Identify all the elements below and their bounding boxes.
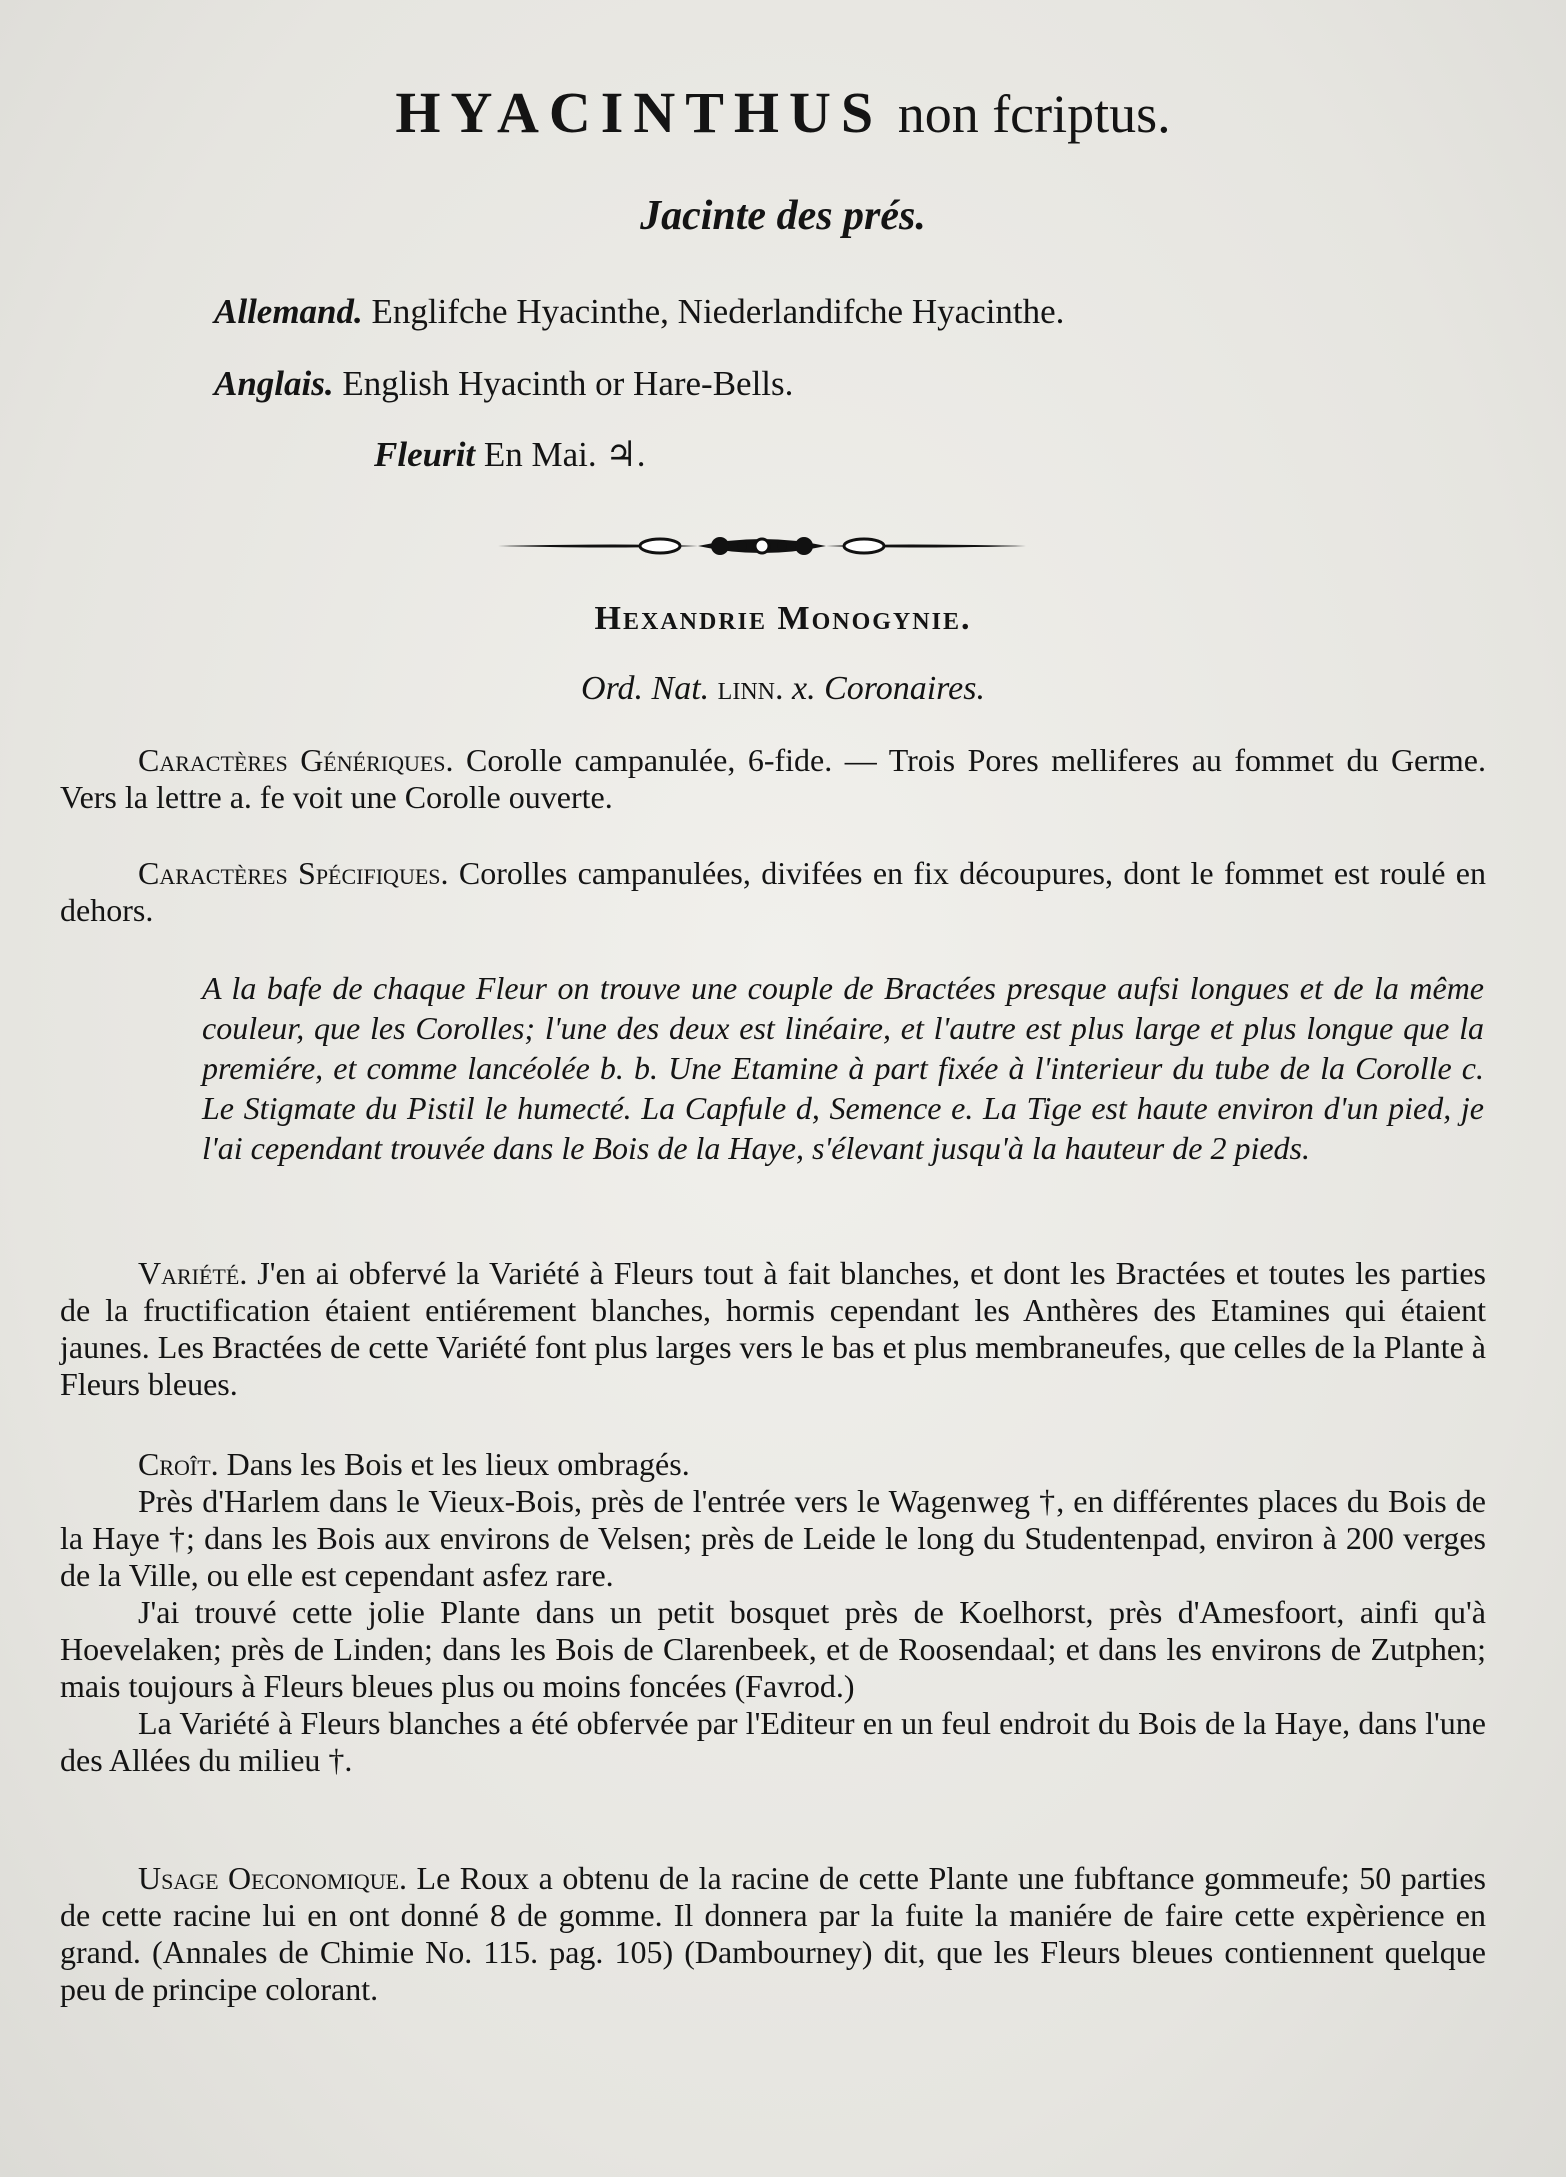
generic-characters [60, 742, 1486, 816]
title-genus: HYACINTHUS [395, 80, 884, 145]
name-english-text: English Hyacinth or Hare-Bells. [342, 364, 794, 403]
usage-label: Usage Oeconomique. [138, 1860, 408, 1896]
variety-label: Variété. [138, 1255, 248, 1291]
variety-paragraph [60, 1255, 1486, 1403]
order-rest: x. Coronaires. [792, 670, 985, 707]
name-german-label: Allemand. [214, 292, 363, 331]
flowering-time [374, 435, 646, 475]
habitat-intro [60, 1446, 1486, 1483]
title-species: non fcriptus. [897, 84, 1171, 144]
specific-label: Caractères Spécifiques. [138, 855, 449, 891]
name-german [214, 292, 1064, 332]
description-paragraph: A la bafe de chaque Fleur on trouve une couple de Bractées presque aufsi longues et de la même couleur, que les Corolles; l'une des deux est linéaire, et l'autre est plus large et plus longue que la premiére, et comme lancéolée b. b. Une Etamine à part fixée à l'interieur du tube de la Corolle c. Le Stigmate du Pistil le humecté. La Capfule d, Semence e. La Tige est haute environ d'un pied, je l'ai cependant trouvée dans le Bois de la Haye, s'élevant jusqu'à la hauteur de 2 pieds. [202, 970, 1484, 1166]
flowering-label: Fleurit [374, 435, 476, 474]
habitat-paragraph-1: Près d'Harlem dans le Vieux-Bois, près de l'entrée vers le Wagenweg †, en différentes places du Bois de la Haye †; dans les Bois aux environs de Velsen; près de Leide le long du Studentenpad, environ à 200 verges de la Ville, ou elle est cependant asfez rare. [60, 1483, 1486, 1593]
name-english [214, 364, 793, 404]
generic-label: Caractères Génériques. [138, 742, 454, 778]
usage-text: Le Roux a obtenu de la racine de cette Plante une fubftance gommeufe; 50 parties de cette racine lui en ont donné 8 de gomme. Il donnera par la fuite la maniére de faire cette expèrience en grand. (Annales de Chimie No. 115. pag. 105) (Dambourney) dit, que les Fleurs bleues contiennent quelque peu de principe colorant. [60, 1860, 1487, 2007]
variety-text: J'en ai obfervé la Variété à Fleurs tout à fait blanches, et dont les Bractées et toutes les parties de la fructification étaient entiérement blanches, hormis cependant les Anthères des Etamines qui étaient jaunes. Les Bractées de cette Variété font plus larges vers le bas et plus membraneufes, que celles de la Plante à Fleurs bleues. [60, 1255, 1487, 1402]
french-name: Jacinte des prés. [640, 193, 926, 239]
order-prefix: Ord. Nat. [581, 670, 710, 707]
generic-text: Corolle campanulée, 6-fide. — Trois Pores melliferes au fommet du Germe. Vers la lettre a. fe voit une Corolle ouverte. [60, 742, 1487, 815]
natural-order [0, 670, 1566, 708]
usage-paragraph [60, 1860, 1486, 2008]
specific-text: Corolles campanulées, divifées en fix découpures, dont le fommet est roulé en dehors. [60, 855, 1487, 928]
ornament-divider [498, 526, 1026, 566]
habitat-section [60, 1446, 1486, 1779]
habitat-paragraph-2: J'ai trouvé cette jolie Plante dans un petit bosquet près de Koelhorst, près d'Amesfoort, ainfi qu'à Hoevelaken; près de Linden; dans les Bois de Clarenbeek, et de Roosendaal; et dans les environs de Zutphen; mais toujours à Fleurs bleues plus ou moins foncées (Favrod.) [60, 1594, 1486, 1704]
page-title [0, 78, 1566, 149]
name-german-text: Englifche Hyacinthe, Niederlandifche Hyacinthe. [371, 292, 1065, 331]
name-english-label: Anglais. [214, 364, 334, 403]
linnaean-class: Hexandrie Monogynie. [594, 600, 972, 637]
habitat-text: Dans les Bois et les lieux ombragés. [226, 1446, 690, 1482]
specific-characters [60, 855, 1486, 929]
order-linn: linn. [717, 670, 784, 707]
habitat-label: Croît. [138, 1446, 219, 1482]
habitat-paragraph-3: La Variété à Fleurs blanches a été obfervée par l'Editeur en un feul endroit du Bois de la Haye, dans l'une des Allées du milieu †. [60, 1705, 1486, 1778]
flowering-text: En Mai. ♃. [483, 435, 646, 474]
